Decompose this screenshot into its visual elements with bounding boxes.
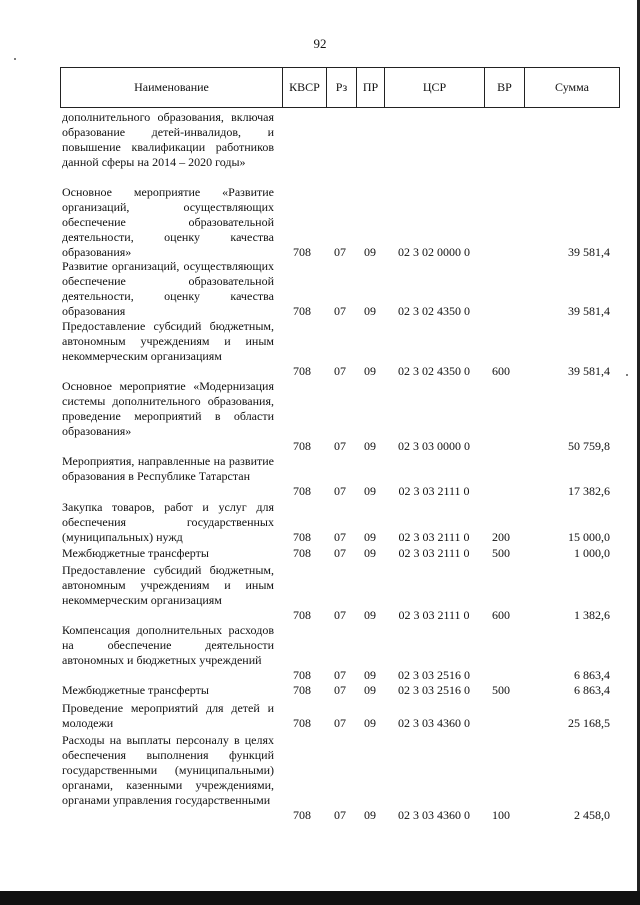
row-sum: 39 581,4 bbox=[568, 364, 610, 378]
row-rz: 07 bbox=[334, 716, 346, 730]
row-csr: 02 3 03 2111 0 bbox=[398, 608, 470, 622]
row-pr: 09 bbox=[364, 245, 376, 259]
table-header bbox=[60, 67, 620, 108]
row-kvsr: 708 bbox=[293, 530, 311, 544]
row-name: Проведение мероприятий для детей и молодежи bbox=[62, 701, 274, 730]
row-kvsr: 708 bbox=[293, 364, 311, 378]
row-kvsr: 708 bbox=[293, 304, 311, 318]
row-csr: 02 3 03 2111 0 bbox=[398, 530, 470, 544]
row-pr: 09 bbox=[364, 304, 376, 318]
row-csr: 02 3 02 4350 0 bbox=[398, 304, 470, 318]
row-name: Компенсация дополнительных расходов на обеспечение деятельности автономных и бюджетных учреждений bbox=[62, 623, 274, 667]
row-kvsr: 708 bbox=[293, 484, 311, 498]
row-vr: 100 bbox=[492, 808, 510, 822]
page-number: 92 bbox=[313, 36, 327, 51]
row-pr: 09 bbox=[364, 484, 376, 498]
row-sum: 17 382,6 bbox=[568, 484, 610, 498]
row-sum: 6 863,4 bbox=[574, 668, 610, 682]
row-csr: 02 3 03 2516 0 bbox=[398, 668, 470, 682]
row-csr: 02 3 03 4360 0 bbox=[398, 716, 470, 730]
header-sum: Сумма bbox=[555, 80, 589, 94]
row-pr: 09 bbox=[364, 530, 376, 544]
row-vr: 200 bbox=[492, 530, 510, 544]
row-sum: 6 863,4 bbox=[574, 683, 610, 697]
row-kvsr: 708 bbox=[293, 668, 311, 682]
row-sum: 39 581,4 bbox=[568, 304, 610, 318]
header-rz: Рз bbox=[327, 68, 357, 107]
row-rz: 07 bbox=[334, 484, 346, 498]
row-kvsr: 708 bbox=[293, 245, 311, 259]
row-sum: 25 168,5 bbox=[568, 716, 610, 730]
row-rz: 07 bbox=[334, 683, 346, 697]
row-kvsr: 708 bbox=[293, 716, 311, 730]
header-pr: ПР bbox=[357, 68, 385, 107]
header-csr: ЦСР bbox=[385, 68, 485, 107]
row-rz: 07 bbox=[334, 304, 346, 318]
row-pr: 09 bbox=[364, 808, 376, 822]
scan-speck bbox=[14, 58, 16, 60]
scan-speck bbox=[626, 374, 628, 376]
row-kvsr: 708 bbox=[293, 808, 311, 822]
row-pr: 09 bbox=[364, 716, 376, 730]
row-rz: 07 bbox=[334, 668, 346, 682]
row-rz: 07 bbox=[334, 245, 346, 259]
row-csr: 02 3 03 2111 0 bbox=[398, 484, 470, 498]
row-name: Предоставление субсидий бюджетным, автономным учреждениям и иным некоммерческим организациям bbox=[62, 563, 274, 607]
row-name: Расходы на выплаты персоналу в целях обеспечения выполнения функций государственными (муниципальными) органами, казенными учреждениями, органами управления государственными bbox=[62, 733, 274, 807]
row-rz: 07 bbox=[334, 530, 346, 544]
row-name: Основное мероприятие «Модернизация системы дополнительного образования, проведение мероприятий в области образования» bbox=[62, 379, 274, 438]
row-name: Предоставление субсидий бюджетным, автономным учреждениям и иным некоммерческим организациям bbox=[62, 319, 274, 363]
row-name: Межбюджетные трансферты bbox=[62, 546, 209, 560]
header-vr: ВР bbox=[485, 68, 525, 107]
row-kvsr: 708 bbox=[293, 683, 311, 697]
header-kvsr: КВСР bbox=[283, 68, 327, 107]
row-pr: 09 bbox=[364, 608, 376, 622]
header-name: Наименование bbox=[61, 68, 283, 107]
row-vr: 600 bbox=[492, 364, 510, 378]
row-sum: 1 000,0 bbox=[574, 546, 610, 560]
scan-bottom-bar bbox=[0, 891, 640, 905]
row-kvsr: 708 bbox=[293, 439, 311, 453]
row-pr: 09 bbox=[364, 683, 376, 697]
row-csr: 02 3 02 0000 0 bbox=[398, 245, 470, 259]
row-name: Закупка товаров, работ и услуг для обеспечения государственных (муниципальных) нужд bbox=[62, 500, 274, 544]
row-name: Межбюджетные трансферты bbox=[62, 683, 209, 697]
row-kvsr: 708 bbox=[293, 608, 311, 622]
row-csr: 02 3 03 2111 0 bbox=[398, 546, 470, 560]
row-rz: 07 bbox=[334, 608, 346, 622]
row-kvsr: 708 bbox=[293, 546, 311, 560]
row-rz: 07 bbox=[334, 439, 346, 453]
row-pr: 09 bbox=[364, 546, 376, 560]
row-pr: 09 bbox=[364, 439, 376, 453]
row-csr: 02 3 02 4350 0 bbox=[398, 364, 470, 378]
row-csr: 02 3 03 0000 0 bbox=[398, 439, 470, 453]
row-pr: 09 bbox=[364, 668, 376, 682]
row-vr: 500 bbox=[492, 546, 510, 560]
row-name: Основное мероприятие «Развитие организаций, осуществляющих обеспечение образовательной деятельности, оценку качества образования» bbox=[62, 185, 274, 259]
row-sum: 39 581,4 bbox=[568, 245, 610, 259]
row-sum: 50 759,8 bbox=[568, 439, 610, 453]
row-name: дополнительного образования, включая образование детей-инвалидов, и повышение квалификации работников данной сферы на 2014 – 2020 годы» bbox=[62, 110, 274, 169]
row-sum: 1 382,6 bbox=[574, 608, 610, 622]
row-rz: 07 bbox=[334, 808, 346, 822]
row-vr: 500 bbox=[492, 683, 510, 697]
row-rz: 07 bbox=[334, 364, 346, 378]
row-csr: 02 3 03 2516 0 bbox=[398, 683, 470, 697]
row-name: Мероприятия, направленные на развитие образования в Республике Татарстан bbox=[62, 454, 274, 483]
row-rz: 07 bbox=[334, 546, 346, 560]
row-name: Развитие организаций, осуществляющих обеспечение образовательной деятельности, оценку качества образования bbox=[62, 259, 274, 318]
row-sum: 15 000,0 bbox=[568, 530, 610, 544]
row-vr: 600 bbox=[492, 608, 510, 622]
row-pr: 09 bbox=[364, 364, 376, 378]
row-csr: 02 3 03 4360 0 bbox=[398, 808, 470, 822]
row-sum: 2 458,0 bbox=[574, 808, 610, 822]
